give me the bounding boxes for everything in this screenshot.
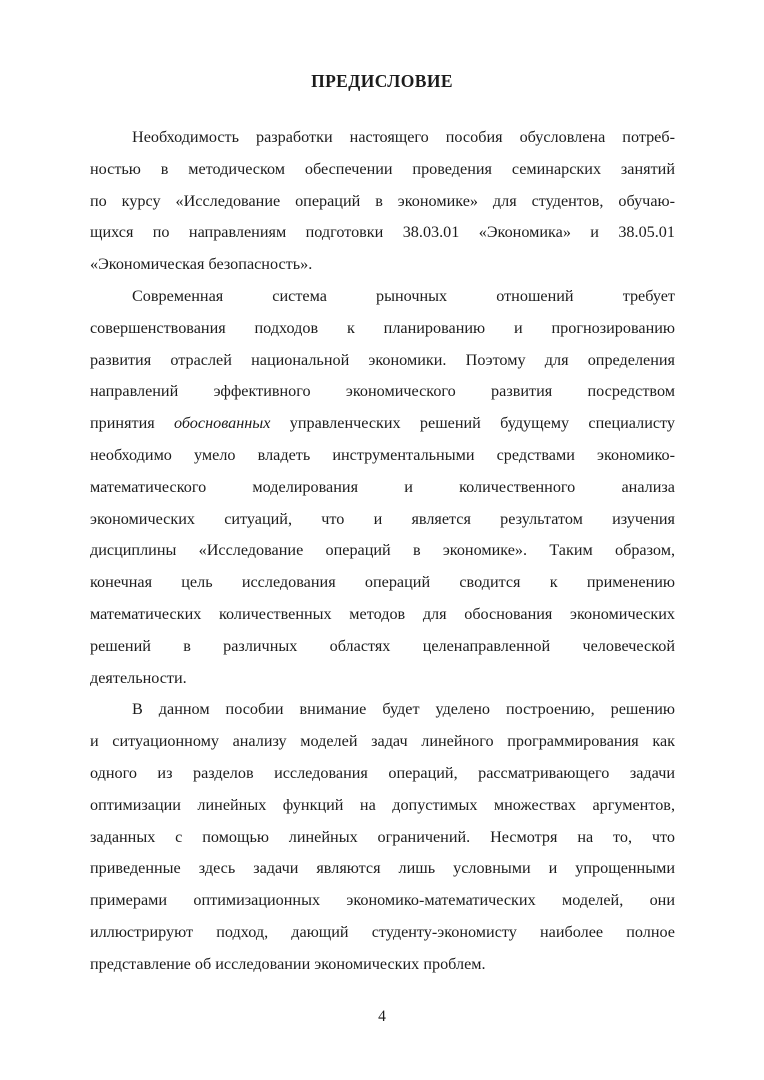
text-segment: управленческих решений будущему специалисту xyxy=(270,414,675,433)
text-line: оптимизации линейных функций на допустимых множествах аргументов, xyxy=(90,795,675,814)
text-line: Современная система рыночных отношений требует xyxy=(132,286,675,305)
page-title: ПРЕДИСЛОВИЕ xyxy=(311,71,453,91)
text-line: «Экономическая безопасность». xyxy=(90,255,313,274)
text-line: и ситуационному анализу моделей задач линейного программирования как xyxy=(90,732,675,751)
text-line: представление об исследовании экономических проблем. xyxy=(90,954,486,973)
text-line: необходимо умело владеть инструментальными средствами экономико- xyxy=(90,445,675,464)
text-line: по курсу «Исследование операций в экономике» для студентов, обучаю- xyxy=(90,191,675,210)
page-number: 4 xyxy=(378,1008,386,1025)
paragraph xyxy=(90,281,675,694)
text-line: заданных с помощью линейных ограничений. Несмотря на то, что xyxy=(90,827,675,846)
text-line: дисциплины «Исследование операций в экономике». Таким образом, xyxy=(90,541,675,560)
text-line: одного из разделов исследования операций, рассматривающего задачи xyxy=(90,763,675,782)
text-segment: принятия xyxy=(90,414,174,433)
text-line: ностью в методическом обеспечении проведения семинарских занятий xyxy=(90,159,675,178)
text-line: математического моделирования и количественного анализа xyxy=(90,477,675,496)
paragraph xyxy=(90,694,675,980)
text-line: В данном пособии внимание будет уделено построению, решению xyxy=(132,700,675,719)
text-line: иллюстрируют подход, дающий студенту-экономисту наиболее полное xyxy=(90,922,675,941)
text-line: деятельности. xyxy=(90,668,187,687)
text-line: развития отраслей национальной экономики. Поэтому для определения xyxy=(90,350,675,369)
text-line: совершенствования подходов к планированию и прогнозированию xyxy=(90,318,675,337)
page-body xyxy=(90,122,675,981)
paragraph xyxy=(90,122,675,281)
text-line xyxy=(90,408,675,440)
text-line: математических количественных методов для обоснования экономических xyxy=(90,604,675,623)
text-line: направлений эффективного экономического развития посредством xyxy=(90,382,675,401)
text-line: решений в различных областях целенаправленной человеческой xyxy=(90,636,675,655)
text-line: экономических ситуаций, что и является результатом изучения xyxy=(90,509,675,528)
text-line: щихся по направлениям подготовки 38.03.01 «Экономика» и 38.05.01 xyxy=(90,223,675,242)
text-line: Необходимость разработки настоящего пособия обусловлена потреб- xyxy=(132,128,675,146)
text-line: примерами оптимизационных экономико-математических моделей, они xyxy=(90,891,675,910)
italic-term: обоснованных xyxy=(174,414,271,433)
text-line: приведенные здесь задачи являются лишь условными и упрощенными xyxy=(90,859,675,878)
text-line: конечная цель исследования операций сводится к применению xyxy=(90,573,675,592)
